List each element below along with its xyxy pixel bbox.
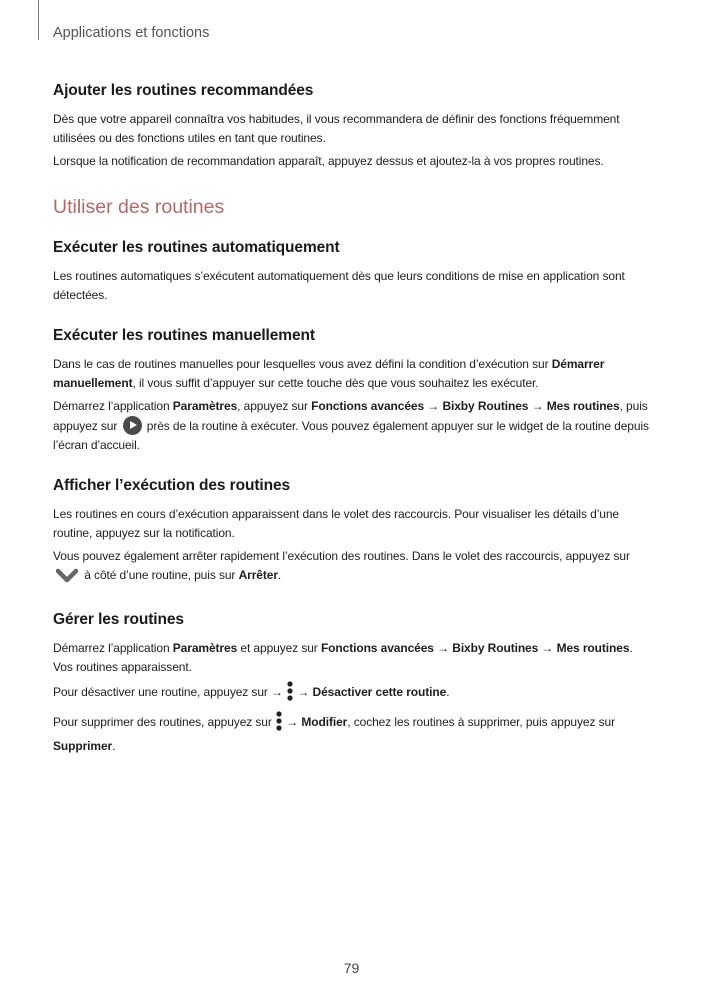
more-vertical-icon bbox=[276, 711, 282, 737]
more-vertical-icon bbox=[287, 681, 293, 707]
section-heading-show: Afficher l’exécution des routines bbox=[53, 477, 291, 494]
section-heading-auto: Exécuter les routines automatiquement bbox=[53, 239, 340, 256]
running-header: Applications et fonctions bbox=[53, 25, 210, 41]
paragraph: Démarrez l’application Paramètres et appuyez sur Fonctions avancées → Bixby Routines → Mes routines. Vos routines apparaissent. bbox=[53, 641, 633, 674]
page-content bbox=[53, 82, 653, 760]
section-heading-manage: Gérer les routines bbox=[53, 611, 184, 628]
section-heading-manual: Exécuter les routines manuellement bbox=[53, 327, 315, 344]
chevron-down-icon bbox=[56, 567, 78, 589]
paragraph: Les routines en cours d’exécution apparaissent dans le volet des raccourcis. Pour visualiser les détails d’une routine, appuyez sur la notification. bbox=[53, 507, 619, 540]
paragraph: Dès que votre appareil connaîtra vos habitudes, il vous recommandera de définir des fonctions fréquemment utilisées ou des fonctions utiles en tant que routines. bbox=[53, 112, 620, 145]
paragraph: Pour désactiver une routine, appuyez sur → → Désactiver cette routine. bbox=[53, 681, 653, 707]
header-rule bbox=[38, 0, 39, 40]
paragraph: Les routines automatiques s’exécutent automatiquement dès que leurs conditions de mise en application sont détectées. bbox=[53, 269, 625, 302]
section-heading-recommended: Ajouter les routines recommandées bbox=[53, 82, 314, 99]
paragraph: Vous pouvez également arrêter rapidement l’exécution des routines. Dans le volet des raccourcis, appuyez sur à côté d’une routine, puis sur Arrêter. bbox=[53, 547, 653, 589]
paragraph: Lorsque la notification de recommandation apparaît, appuyez dessus et ajoutez-la à vos propres routines. bbox=[53, 154, 604, 168]
paragraph: Démarrez l’application Paramètres, appuyez sur Fonctions avancées → Bixby Routines → Mes routines, puis appuyez sur près de la routine à exécuter. Vous pouvez également appuyer sur le widget de la routine depuis l’écran d’accueil. bbox=[53, 399, 649, 452]
paragraph: Dans le cas de routines manuelles pour lesquelles vous avez défini la condition d’exécution sur Démarrer manuellement, il vous suffit d’appuyer sur cette touche dès que vous souhaitez les exécuter. bbox=[53, 357, 605, 390]
chapter-title: Utiliser des routines bbox=[53, 196, 225, 218]
page-number: 79 bbox=[343, 960, 360, 976]
paragraph: Pour supprimer des routines, appuyez sur → Modifier, cochez les routines à supprimer, puis appuyez sur Supprimer. bbox=[53, 711, 653, 756]
play-circle-icon bbox=[123, 416, 142, 435]
